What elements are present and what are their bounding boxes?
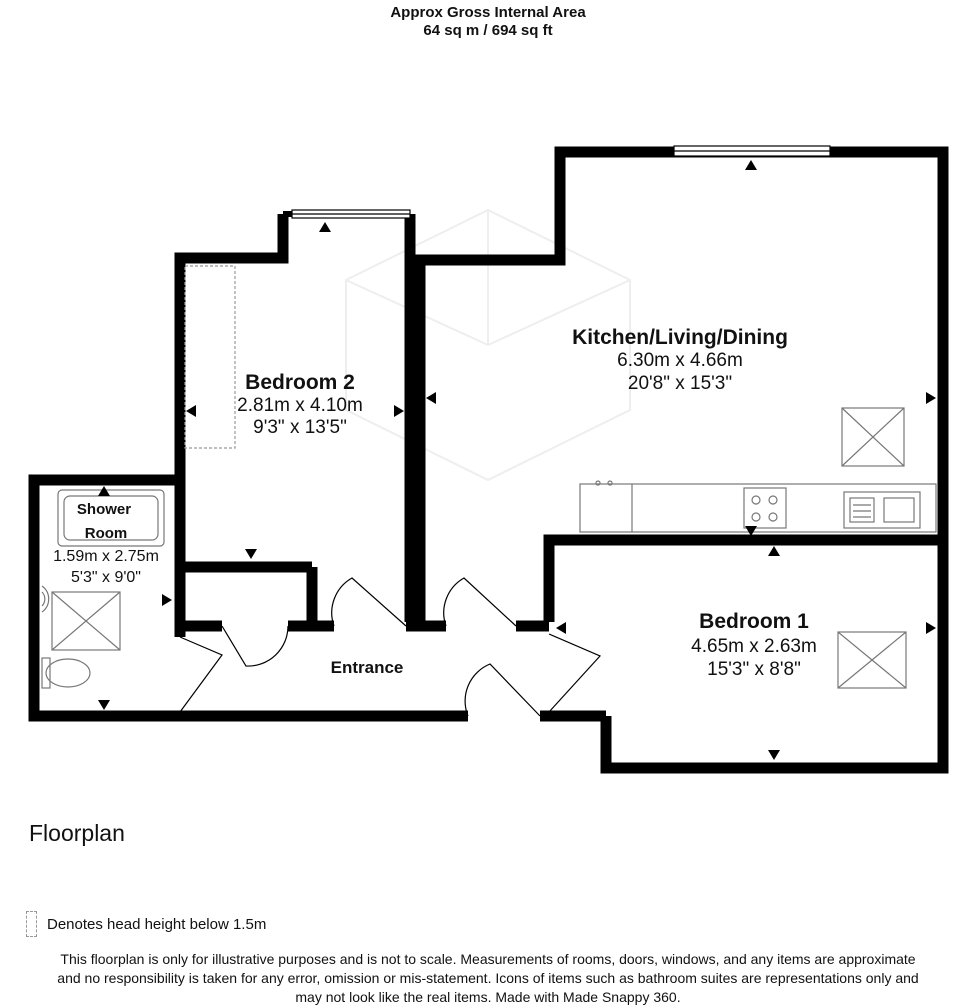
kitchen-metric: 6.30m x 4.66m: [617, 350, 743, 371]
head-height-area: [185, 266, 235, 448]
bedroom2-metric: 2.81m x 4.10m: [237, 395, 363, 416]
bedroom2-imperial: 9'3" x 13'5": [253, 417, 347, 438]
label-bedroom2: [237, 371, 363, 438]
shower-imperial: 5'3" x 9'0": [71, 569, 141, 586]
skylight-icon-shower: [52, 592, 120, 650]
kitchen-imperial: 20'8" x 15'3": [627, 373, 733, 394]
bedroom2-name: Bedroom 2: [245, 371, 355, 394]
kitchen-worktop: [580, 481, 936, 532]
bedroom1-imperial: 15'3" x 8'8": [707, 659, 801, 680]
head-height-legend-icon: [26, 911, 37, 937]
disclaimer-line: This floorplan is only for illustrative purposes and is not to scale. Measurements of rooms, doors, windows, and any items are approximate: [60, 951, 916, 967]
sink-icon: [844, 492, 920, 528]
bedroom1-metric: 4.65m x 2.63m: [691, 636, 817, 657]
shower-metric: 1.59m x 2.75m: [53, 548, 159, 565]
legend: [26, 911, 266, 937]
legend-text: Denotes head height below 1.5m: [47, 915, 267, 933]
door-swings: [180, 578, 600, 716]
hob-icon: [744, 488, 786, 528]
label-bedroom1: [691, 610, 817, 680]
shower-name-line2: Room: [84, 525, 128, 542]
skylight-icon-bedroom1: [838, 632, 906, 688]
area-header-title: Approx Gross Internal Area: [390, 4, 586, 21]
label-kitchen: [572, 326, 788, 394]
label-shower: [53, 501, 159, 586]
dimension-arrows: [98, 160, 936, 760]
kitchen-name: Kitchen/Living/Dining: [572, 326, 788, 349]
skylight-icon-kitchen: [842, 408, 904, 466]
toilet-icon: [42, 658, 90, 688]
disclaimer-line: and no responsibility is taken for any error, omission or mis-statement. Icons of items such as bathroom suites are representations only and: [57, 970, 919, 986]
disclaimer-line: may not look like the real items. Made with Made Snappy 360.: [295, 989, 681, 1005]
entrance-label: Entrance: [330, 658, 404, 677]
disclaimer: [0, 950, 976, 1007]
area-header-value: 64 sq m / 694 sq ft: [423, 22, 553, 39]
shower-name-line1: Shower: [76, 501, 132, 518]
floorplan-title: Floorplan: [29, 820, 125, 846]
bedroom1-name: Bedroom 1: [699, 610, 809, 633]
basin-icon: [42, 586, 49, 612]
